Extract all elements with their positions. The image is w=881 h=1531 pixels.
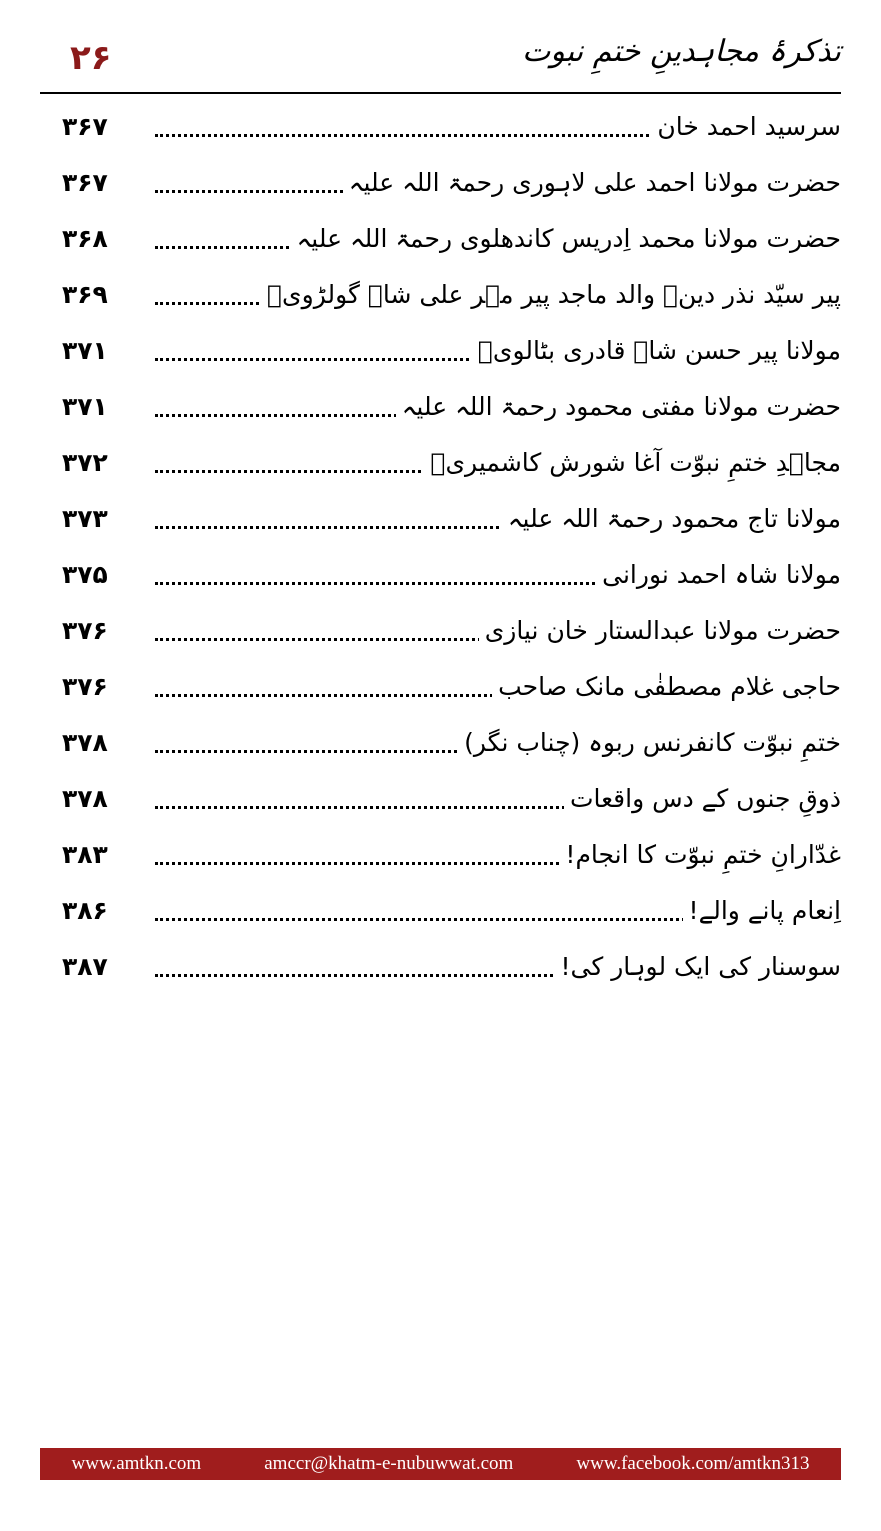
toc-entry-page: ۳۷۱ (62, 336, 108, 365)
toc-entry[interactable] (40, 606, 841, 662)
toc-entry-page: ۳۷۸ (62, 728, 108, 757)
page-number: ۲۶ (70, 38, 112, 78)
toc-entry[interactable] (40, 550, 841, 606)
toc-entry[interactable] (40, 326, 841, 382)
toc-entry[interactable] (40, 102, 841, 158)
toc-entry-title: حضرت مولانا مفتی محمود رحمۃ اللہ علیہ (396, 392, 841, 421)
toc-entry-page: ۳۸۷ (62, 952, 108, 981)
toc-entry-page: ۳۷۵ (62, 560, 108, 589)
toc-entry-page: ۳۷۸ (62, 784, 108, 813)
toc-entry-title: ختمِ نبوّت کانفرنس ربوہ (چناب نگر) (458, 728, 841, 757)
toc-entry-title: غدّارانِ ختمِ نبوّت کا انجام! (559, 840, 841, 869)
toc-entry[interactable] (40, 158, 841, 214)
toc-entry-page: ۳۶۹ (62, 280, 108, 309)
toc-entry-title: مولانا تاج محمود رحمۃ اللہ علیہ (502, 504, 841, 533)
toc-entry[interactable] (40, 662, 841, 718)
footer-bar (40, 1448, 841, 1480)
toc-entry-page: ۳۶۸ (62, 224, 108, 253)
toc-entry-title: حضرت مولانا احمد علی لاہوری رحمۃ اللہ علیہ (343, 168, 841, 197)
header-divider (40, 92, 841, 94)
book-title: تذکرۂ مجاہدینِ ختمِ نبوت (522, 34, 841, 69)
toc-entry-page: ۳۷۳ (62, 504, 108, 533)
toc-entry[interactable] (40, 774, 841, 830)
toc-entry-title: مجاہدِ ختمِ نبوّت آغا شورش کاشمیریؒ (424, 448, 841, 477)
toc-entry[interactable] (40, 214, 841, 270)
footer-facebook[interactable]: www.facebook.com/amtkn313 (576, 1453, 810, 1474)
toc-entry-title: مولانا پیر حسن شاہ قادری بٹالویؒ (472, 336, 841, 365)
toc-entry-page: ۳۶۷ (62, 112, 108, 141)
toc-entry-page: ۳۷۶ (62, 672, 108, 701)
toc-entry-page: ۳۸۶ (62, 896, 108, 925)
toc-entry[interactable] (40, 830, 841, 886)
toc-entry[interactable] (40, 718, 841, 774)
toc-entry[interactable] (40, 438, 841, 494)
toc-entry[interactable] (40, 494, 841, 550)
toc-entry-page: ۳۶۷ (62, 168, 108, 197)
toc-entry-title: حاجی غلام مصطفٰی مانک صاحب (492, 672, 841, 701)
toc-entry-title: حضرت مولانا عبدالستار خان نیازی (479, 616, 841, 645)
table-of-contents (40, 102, 841, 998)
toc-entry[interactable] (40, 886, 841, 942)
toc-entry-title: ذوقِ جنوں کے دس واقعات (564, 784, 841, 813)
toc-entry-title: مولانا شاہ احمد نورانی (596, 560, 841, 589)
toc-entry-title: پیر سیّد نذر دینؒ والد ماجد پیر مہر علی شاہ گولڑویؒ (261, 280, 841, 309)
toc-entry-title: سوسنار کی ایک لوہار کی! (555, 952, 841, 981)
toc-entry-title: اِنعام پانے والے! (683, 896, 841, 925)
footer-email[interactable]: amccr@khatm-e-nubuwwat.com (264, 1453, 514, 1474)
page-header (40, 0, 841, 92)
toc-entry-page: ۳۷۱ (62, 392, 108, 421)
toc-entry-title: حضرت مولانا محمد اِدریس کاندھلوی رحمۃ اللہ علیہ (291, 224, 841, 253)
toc-entry[interactable] (40, 382, 841, 438)
toc-entry-page: ۳۷۶ (62, 616, 108, 645)
toc-entry-title: سرسید احمد خان (651, 112, 841, 141)
toc-entry[interactable] (40, 942, 841, 998)
footer-website[interactable]: www.amtkn.com (71, 1453, 202, 1474)
toc-entry-page: ۳۷۲ (62, 448, 108, 477)
toc-entry[interactable] (40, 270, 841, 326)
toc-entry-page: ۳۸۳ (62, 840, 108, 869)
